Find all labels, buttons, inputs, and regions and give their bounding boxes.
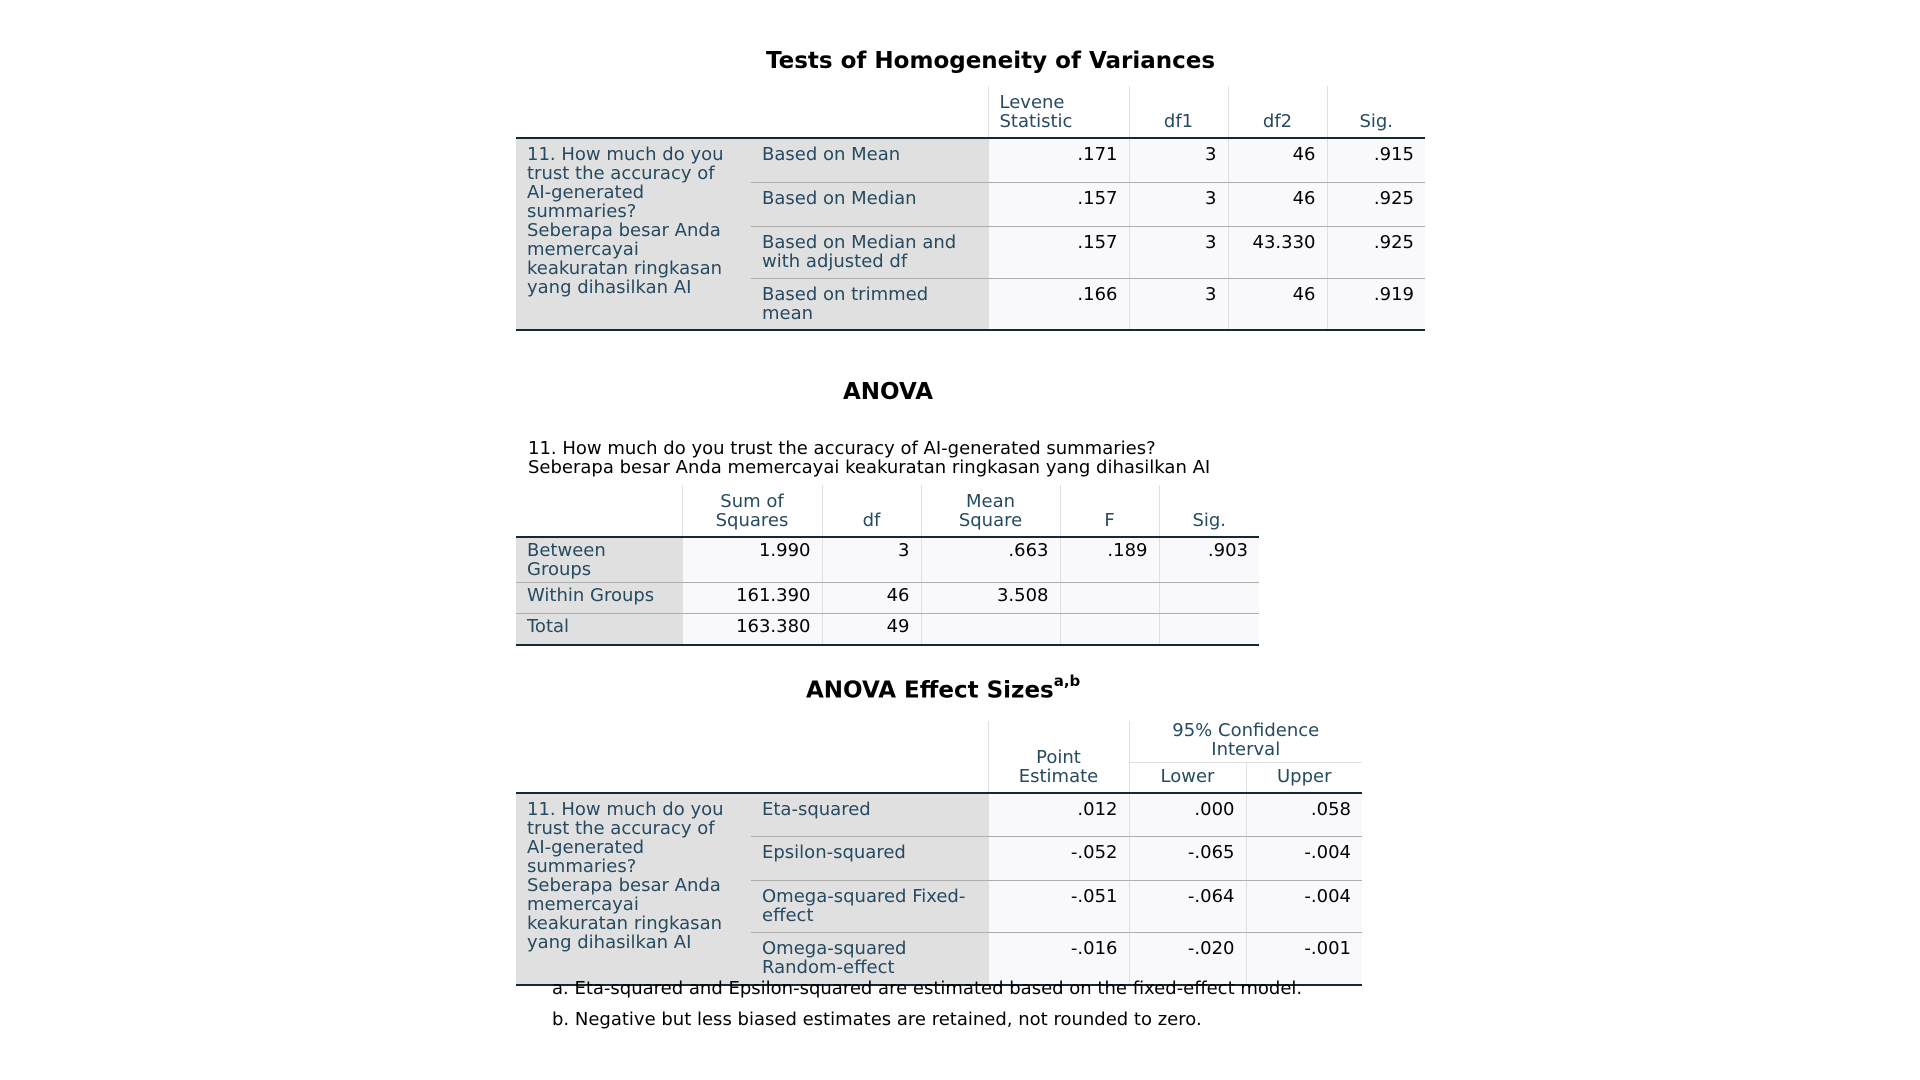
statistic-value: .171 [988, 138, 1129, 182]
col-header-df1: df1 [1129, 86, 1228, 138]
point-estimate-value: -.051 [988, 881, 1129, 933]
col-header-f: F [1060, 485, 1159, 537]
table-row [516, 583, 1259, 614]
sum-of-squares-value: 1.990 [682, 537, 822, 583]
df2-value: 46 [1228, 138, 1327, 182]
row-label: Based on Mean [751, 138, 988, 182]
table-row [516, 793, 1362, 837]
col-header-levene-statistic: Levene Statistic [988, 86, 1129, 138]
effect-sizes-title-footnote-marks: a,b [1053, 672, 1081, 690]
row-label: Between Groups [516, 537, 682, 583]
anova-table [516, 485, 1259, 646]
row-label: Omega-squared Fixed-effect [751, 881, 988, 933]
anova-title: ANOVA [843, 379, 934, 405]
lower-value: .000 [1129, 793, 1246, 837]
statistic-value: .157 [988, 182, 1129, 226]
sig-value: .925 [1327, 182, 1425, 226]
point-estimate-value: -.016 [988, 933, 1129, 985]
mean-square-value: 3.508 [921, 583, 1060, 614]
df1-value: 3 [1129, 182, 1228, 226]
effect-sizes-table [516, 721, 1362, 986]
df1-value: 3 [1129, 226, 1228, 278]
anova-dependent-variable-caption: 11. How much do you trust the accuracy of AI-generated summaries? Seberapa besar Anda memercayai keakuratan ringkasan yang dihasilkan AI [528, 438, 1211, 478]
col-header-lower: Lower [1129, 763, 1246, 793]
col-header-mean-square: Mean Square [921, 485, 1060, 537]
sig-value [1159, 583, 1259, 614]
col-header-sig: Sig. [1159, 485, 1259, 537]
group-label: 11. How much do you trust the accuracy of AI-generated summaries? Seberapa besar Anda memercayai keakuratan ringkasan yang dihasilkan AI [516, 138, 751, 330]
footnote-a: a. Eta-squared and Epsilon-squared are estimated based on the fixed-effect model. [552, 978, 1303, 999]
df1-value: 3 [1129, 138, 1228, 182]
sig-value: .915 [1327, 138, 1425, 182]
df2-value: 46 [1228, 182, 1327, 226]
sum-of-squares-value: 161.390 [682, 583, 822, 614]
lower-value: -.065 [1129, 837, 1246, 881]
row-label: Epsilon-squared [751, 837, 988, 881]
footnote-b: b. Negative but less biased estimates are retained, not rounded to zero. [552, 1009, 1202, 1030]
row-label: Based on trimmed mean [751, 278, 988, 330]
col-header-upper: Upper [1246, 763, 1362, 793]
point-estimate-value: -.052 [988, 837, 1129, 881]
homogeneity-title: Tests of Homogeneity of Variances [766, 48, 1216, 74]
corner-cell [516, 86, 988, 138]
upper-value: -.001 [1246, 933, 1362, 985]
upper-value: .058 [1246, 793, 1362, 837]
homogeneity-table [516, 86, 1425, 331]
df2-value: 43.330 [1228, 226, 1327, 278]
row-label: Total [516, 614, 682, 645]
statistic-value: .166 [988, 278, 1129, 330]
df-value: 3 [822, 537, 921, 583]
upper-value: -.004 [1246, 881, 1362, 933]
corner-cell [516, 485, 682, 537]
row-label: Based on Median and with adjusted df [751, 226, 988, 278]
row-label: Omega-squared Random-effect [751, 933, 988, 985]
lower-value: -.064 [1129, 881, 1246, 933]
sum-of-squares-value: 163.380 [682, 614, 822, 645]
table-row [516, 614, 1259, 645]
table-row [516, 138, 1425, 182]
sig-value: .925 [1327, 226, 1425, 278]
df-value: 46 [822, 583, 921, 614]
effect-sizes-title-text: ANOVA Effect Sizes [806, 677, 1054, 704]
upper-value: -.004 [1246, 837, 1362, 881]
statistic-value: .157 [988, 226, 1129, 278]
df2-value: 46 [1228, 278, 1327, 330]
col-header-confidence-interval: 95% Confidence Interval [1129, 721, 1362, 763]
row-label: Within Groups [516, 583, 682, 614]
col-header-df: df [822, 485, 921, 537]
sig-value [1159, 614, 1259, 645]
row-label: Eta-squared [751, 793, 988, 837]
lower-value: -.020 [1129, 933, 1246, 985]
df1-value: 3 [1129, 278, 1228, 330]
point-estimate-value: .012 [988, 793, 1129, 837]
effect-sizes-title [806, 672, 1081, 704]
corner-cell [516, 721, 988, 793]
mean-square-value [921, 614, 1060, 645]
table-row [516, 537, 1259, 583]
sig-value: .903 [1159, 537, 1259, 583]
col-header-sum-of-squares: Sum of Squares [682, 485, 822, 537]
mean-square-value: .663 [921, 537, 1060, 583]
col-header-point-estimate: Point Estimate [988, 721, 1129, 793]
col-header-df2: df2 [1228, 86, 1327, 138]
row-label: Based on Median [751, 182, 988, 226]
group-label: 11. How much do you trust the accuracy of AI-generated summaries? Seberapa besar Anda memercayai keakuratan ringkasan yang dihasilkan AI [516, 793, 751, 985]
df-value: 49 [822, 614, 921, 645]
sig-value: .919 [1327, 278, 1425, 330]
f-value [1060, 583, 1159, 614]
f-value: .189 [1060, 537, 1159, 583]
col-header-sig: Sig. [1327, 86, 1425, 138]
f-value [1060, 614, 1159, 645]
